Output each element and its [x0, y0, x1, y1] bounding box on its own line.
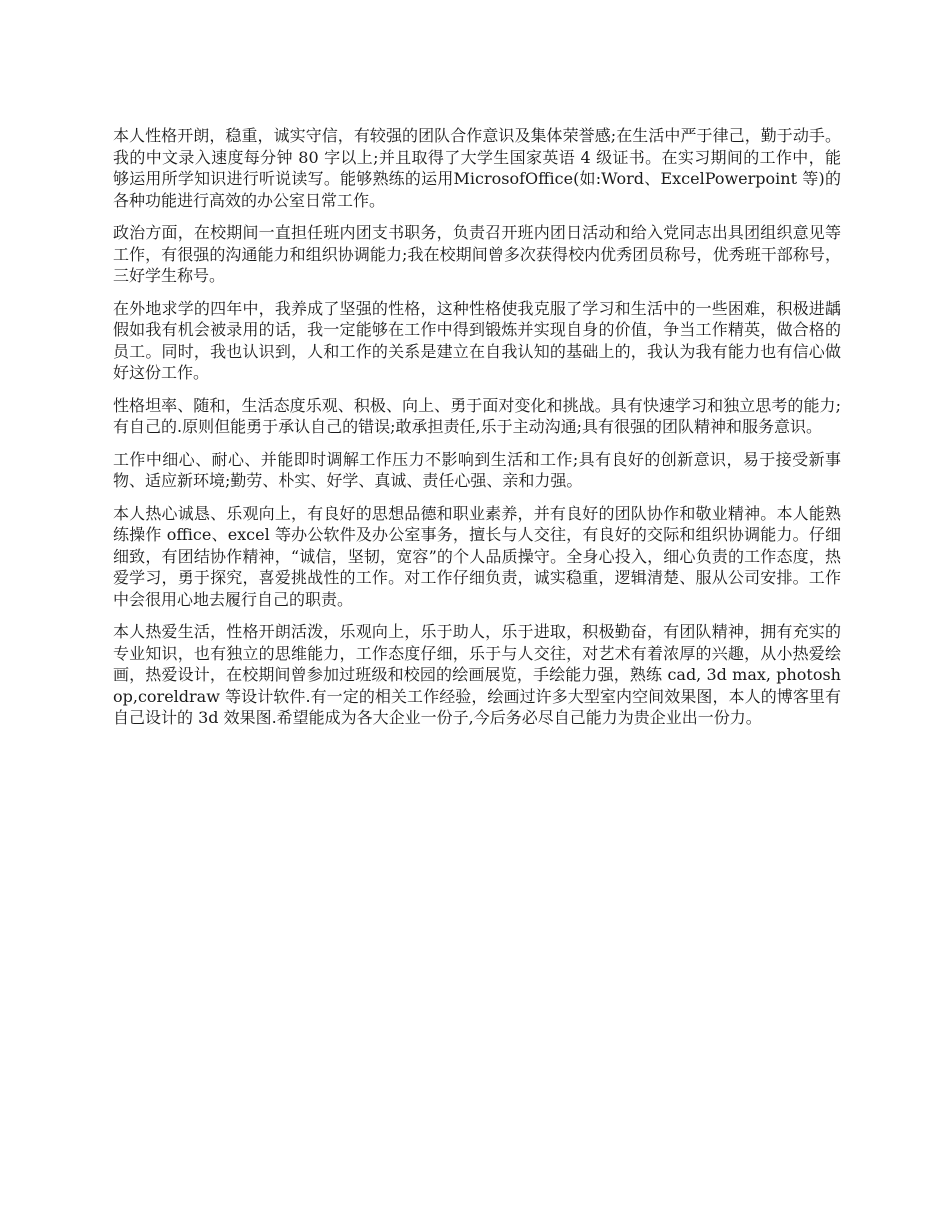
document-page: [113, 125, 841, 740]
paragraph-5: 工作中细心、耐心、并能即时调解工作压力不影响到生活和工作;具有良好的创新意识，易于接受新事物、适应新环境;勤劳、朴实、好学、真诚、责任心强、亲和力强。: [113, 449, 841, 490]
paragraph-7: 本人热爱生活，性格开朗活泼，乐观向上，乐于助人，乐于进取，积极勤奋，有团队精神，拥有充实的专业知识，也有独立的思维能力，工作态度仔细，乐于与人交往，对艺术有着浓厚的兴趣，从小热爱绘画，热爱设计，在校期间曾参加过班级和校园的绘画展览，手绘能力强，熟练 cad, 3d max, photoshop,coreldraw 等设计软件.有一定的相关工作经验，绘画过许多大型室内空间效果图，本人的博客里有自己设计的 3d 效果图.希望能成为各大企业一份子,今后务必尽自己能力为贵企业出一份力。: [113, 622, 841, 727]
paragraph-6: 本人热心诚恳、乐观向上，有良好的思想品德和职业素养，并有良好的团队协作和敬业精神。本人能熟练操作 office、excel 等办公软件及办公室事务，擅长与人交往，有良好的交际和组织协调能力。仔细细致，有团结协作精神，“诚信，坚韧，宽容”的个人品质操守。全身心投入，细心负责的工作态度，热爱学习，勇于探究，喜爱挑战性的工作。对工作仔细负责，诚实稳重，逻辑清楚、服从公司安排。工作中会很用心地去履行自己的职责。: [113, 503, 841, 609]
paragraph-3: 在外地求学的四年中，我养成了坚强的性格，这种性格使我克服了学习和生活中的一些困难，积极进龋假如我有机会被录用的话，我一定能够在工作中得到锻炼并实现自身的价值，争当工作精英，做合格的员工。同时，我也认识到，人和工作的关系是建立在自我认知的基础上的，我认为我有能力也有信心做好这份工作。: [113, 298, 841, 382]
paragraph-2: 政治方面，在校期间一直担任班内团支书职务，负责召开班内团日活动和给入党同志出具团组织意见等工作，有很强的沟通能力和组织协调能力;我在校期间曾多次获得校内优秀团员称号，优秀班干部称号，三好学生称号。: [113, 223, 841, 285]
paragraph-1: 本人性格开朗，稳重，诚实守信，有较强的团队合作意识及集体荣誉感;在生活中严于律己，勤于动手。我的中文录入速度每分钟 80 字以上;并且取得了大学生国家英语 4 级证书。在实习期间的工作中，能够运用所学知识进行听说读写。能够熟练的运用MicrosofOffice(如:Word、ExcelPowerpoint 等)的各种功能进行高效的办公室日常工作。: [113, 126, 841, 210]
paragraph-4: 性格坦率、随和，生活态度乐观、积极、向上、勇于面对变化和挑战。具有快速学习和独立思考的能力;有自己的.原则但能勇于承认自己的错误;敢承担责任,乐于主动沟通;具有很强的团队精神和服务意识。: [113, 395, 841, 436]
